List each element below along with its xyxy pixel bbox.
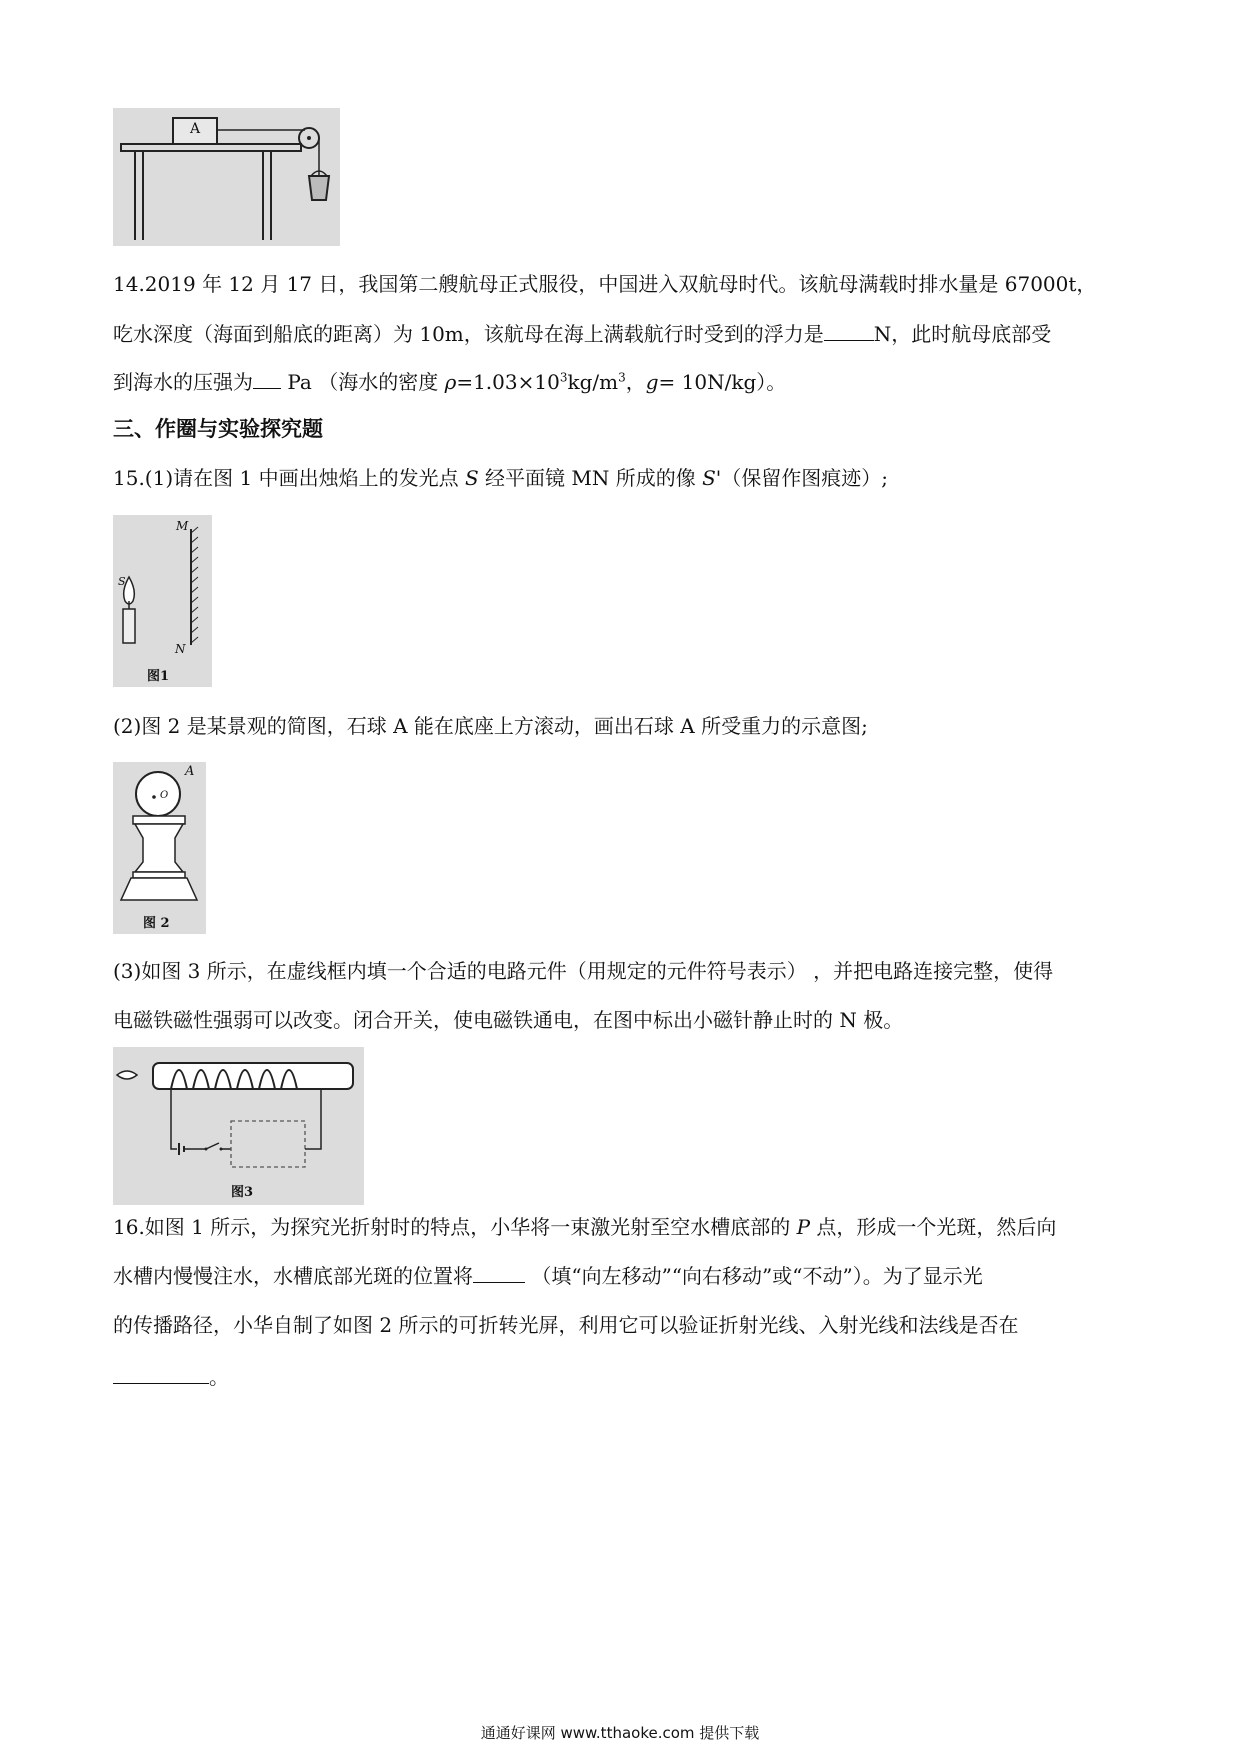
q16-spot-blank[interactable] xyxy=(473,1262,525,1283)
candle-mirror-diagram xyxy=(113,515,212,687)
q14-text-2b: N，此时航母底部受 xyxy=(873,322,1052,346)
q16-text-4: 。 xyxy=(209,1365,229,1389)
q15-part3-line2: 电磁铁磁性强弱可以改变。闭合开关，使电磁铁通电，在图中标出小磁针静止时的 N 极。 xyxy=(113,1008,904,1032)
page-footer: 通通好课网 www.tthaoke.com 提供下载 xyxy=(480,1724,760,1742)
q16-line-4 xyxy=(113,1363,1133,1391)
figure-2-caption: 图 2 xyxy=(143,916,170,931)
q14-text-1: 14.2019 年 12 月 17 日，我国第二艘航母正式服役，中国进入双航母时代。该航母满载时排水量是 67000t， xyxy=(113,272,1097,296)
point-p: P xyxy=(796,1215,811,1239)
q14-text-3e: ， xyxy=(625,370,646,394)
point-s: S xyxy=(464,466,479,490)
q16-text-1b: 点，形成一个光斑，然后向 xyxy=(810,1215,1057,1239)
q16-plane-blank[interactable] xyxy=(113,1363,209,1384)
q16-line-3: 的传播路径，小华自制了如图 2 所示的可折转光屏，利用它可以验证折射光线、入射光线和法线是否在 xyxy=(113,1313,1019,1337)
image-s-prime: S' xyxy=(702,466,722,490)
figure-3-electromagnet xyxy=(113,1047,364,1205)
figure-1-caption: 图1 xyxy=(147,669,170,684)
q15-part3-line1: (3)如图 3 所示，在虚线框内填一个合适的电路元件（用规定的元件符号表示） ，并把电路连接完整，使得 xyxy=(113,959,1054,983)
q16-text-1a: 16.如图 1 所示，为探究光折射时的特点，小华将一束激光射至空水槽底部的 xyxy=(113,1215,797,1239)
q14-line-3 xyxy=(113,368,1133,396)
q15-part2: (2)图 2 是某景观的简图，石球 A 能在底座上方滚动，画出石球 A 所受重力的示意图; xyxy=(113,714,868,738)
pulley-table-figure xyxy=(113,108,340,246)
exponent-1: 3 xyxy=(559,370,568,385)
q14-text-3a: 到海水的压强为 xyxy=(113,370,253,394)
q15-text-1a: 15.(1)请在图 1 中画出烛焰上的发光点 xyxy=(113,466,465,490)
mirror-label-m: M xyxy=(176,519,189,533)
section-title: 三、作圈与实验探究题 xyxy=(113,417,323,441)
point-label-s: S xyxy=(118,575,126,588)
mirror-label-n: N xyxy=(175,642,186,656)
q14-text-2a: 吃水深度（海面到船底的距离）为 10m，该航母在海上满载航行时受到的浮力是 xyxy=(113,322,824,346)
center-label-o: O xyxy=(160,790,169,801)
q16-line-1 xyxy=(113,1213,1133,1241)
figure-3-caption: 图3 xyxy=(231,1185,254,1200)
ball-label-a: A xyxy=(185,764,195,779)
q14-text-3c: =1.03×10 xyxy=(456,370,560,394)
figure-1-candle-mirror xyxy=(113,515,212,687)
block-a-label: A xyxy=(190,121,201,137)
q14-buoyancy-blank[interactable] xyxy=(824,320,874,341)
g-symbol: g xyxy=(645,370,659,394)
q16-line-2 xyxy=(113,1262,1133,1290)
q14-line-1 xyxy=(113,270,1133,298)
q14-pressure-blank[interactable] xyxy=(253,368,281,389)
q14-line-2 xyxy=(113,320,1133,348)
exponent-2: 3 xyxy=(618,370,626,385)
q15-part1 xyxy=(113,464,1133,492)
stone-ball-diagram xyxy=(113,762,206,934)
pulley-table-diagram xyxy=(113,108,340,246)
figure-2-stone-ball xyxy=(113,762,206,934)
q15-text-1c: （保留作图痕迹）; xyxy=(721,466,889,490)
q16-text-2a: 水槽内慢慢注水，水槽底部光斑的位置将 xyxy=(113,1264,473,1288)
q14-text-3b: Pa （海水的密度 xyxy=(281,370,445,394)
q14-text-3d: kg/m xyxy=(567,370,619,394)
q15-text-1b: 经平面镜 MN 所成的像 xyxy=(478,466,703,490)
rho-symbol: ρ xyxy=(444,370,457,394)
q16-text-2b: （填“向左移动”“向右移动”或“不动”）。为了显示光 xyxy=(525,1264,983,1288)
q14-text-3f: = 10N/kg）。 xyxy=(658,370,787,394)
